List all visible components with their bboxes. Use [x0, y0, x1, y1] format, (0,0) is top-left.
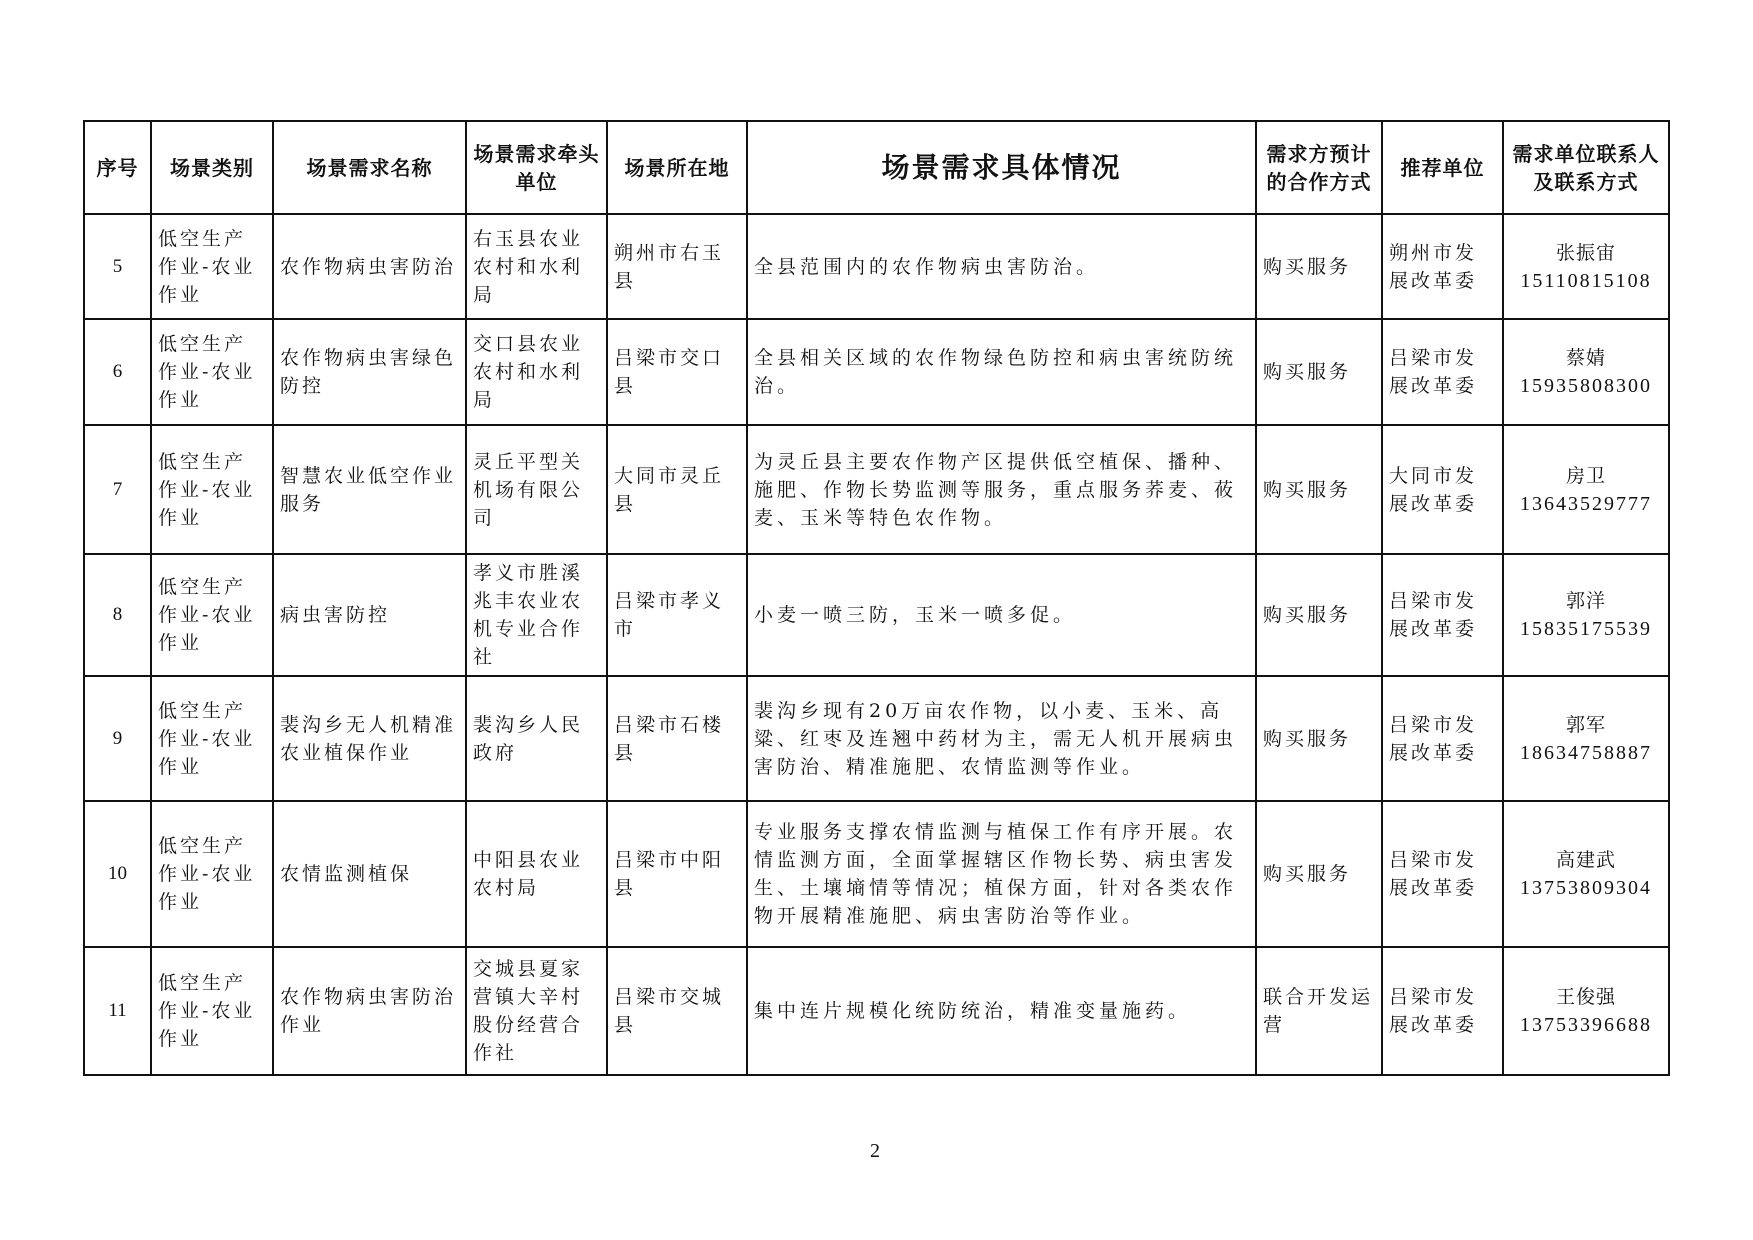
row-location: 吕梁市孝义市	[607, 554, 747, 676]
row-location: 大同市灵丘县	[607, 425, 747, 554]
row-name: 农作物病虫害防治作业	[273, 947, 466, 1075]
contact-name: 郭军	[1565, 713, 1606, 736]
row-location: 吕梁市中阳县	[607, 801, 747, 947]
row-category: 低空生产作业-农业作业	[151, 554, 273, 676]
row-cooperation: 购买服务	[1256, 801, 1382, 947]
row-detail: 全县范围内的农作物病虫害防治。	[747, 214, 1256, 319]
row-detail: 专业服务支撑农情监测与植保工作有序开展。农情监测方面，全面掌握辖区作物长势、病虫害发生、土壤墒情等情况；植保方面，针对各类农作物开展精准施肥、病虫害防治等作业。	[747, 801, 1256, 947]
row-index: 8	[84, 554, 151, 676]
contact-phone: 15935808300	[1520, 375, 1652, 397]
table-row	[84, 554, 1669, 676]
contact-name: 张振宙	[1555, 241, 1616, 264]
row-name: 病虫害防控	[273, 554, 466, 676]
row-contact	[1503, 425, 1669, 554]
row-contact	[1503, 676, 1669, 801]
header-cooperation: 需求方预计的合作方式	[1256, 121, 1382, 214]
row-location: 吕梁市交口县	[607, 319, 747, 425]
contact-phone: 15835175539	[1520, 618, 1652, 640]
page-number: 2	[870, 1140, 880, 1162]
row-name: 农作物病虫害防治	[273, 214, 466, 319]
row-lead-unit: 灵丘平型关机场有限公司	[466, 425, 607, 554]
row-recommender: 吕梁市发展改革委	[1382, 319, 1503, 425]
contact-name: 房卫	[1565, 464, 1606, 487]
row-index: 9	[84, 676, 151, 801]
header-recommender: 推荐单位	[1382, 121, 1503, 214]
row-category: 低空生产作业-农业作业	[151, 676, 273, 801]
row-location: 吕梁市交城县	[607, 947, 747, 1075]
row-cooperation: 购买服务	[1256, 425, 1382, 554]
row-recommender: 吕梁市发展改革委	[1382, 801, 1503, 947]
contact-phone: 13753809304	[1520, 877, 1652, 899]
row-name: 智慧农业低空作业服务	[273, 425, 466, 554]
row-index: 10	[84, 801, 151, 947]
row-name: 农作物病虫害绿色防控	[273, 319, 466, 425]
row-recommender: 吕梁市发展改革委	[1382, 947, 1503, 1075]
row-cooperation: 联合开发运营	[1256, 947, 1382, 1075]
row-detail: 小麦一喷三防，玉米一喷多促。	[747, 554, 1256, 676]
row-recommender: 吕梁市发展改革委	[1382, 554, 1503, 676]
header-lead-unit: 场景需求牵头单位	[466, 121, 607, 214]
row-cooperation: 购买服务	[1256, 554, 1382, 676]
table-row	[84, 214, 1669, 319]
row-contact	[1503, 319, 1669, 425]
row-index: 5	[84, 214, 151, 319]
row-category: 低空生产作业-农业作业	[151, 947, 273, 1075]
header-detail: 场景需求具体情况	[747, 121, 1256, 214]
contact-phone: 15110815108	[1520, 269, 1652, 292]
header-row	[84, 121, 1669, 214]
header-name: 场景需求名称	[273, 121, 466, 214]
header-category: 场景类别	[151, 121, 273, 214]
table-row	[84, 425, 1669, 554]
row-category: 低空生产作业-农业作业	[151, 425, 273, 554]
contact-name: 高建武	[1555, 849, 1616, 871]
row-location: 吕梁市石楼县	[607, 676, 747, 801]
row-lead-unit: 交城县夏家营镇大辛村股份经营合作社	[466, 947, 607, 1075]
contact-name: 蔡婧	[1565, 347, 1606, 369]
row-detail: 集中连片规模化统防统治，精准变量施药。	[747, 947, 1256, 1075]
header-index: 序号	[84, 121, 151, 214]
table-row	[84, 947, 1669, 1075]
row-detail: 裴沟乡现有20万亩农作物，以小麦、玉米、高粱、红枣及连翘中药材为主，需无人机开展病虫害防治、精准施肥、农情监测等作业。	[747, 676, 1256, 801]
contact-name: 王俊强	[1555, 986, 1616, 1008]
row-lead-unit: 孝义市胜溪兆丰农业农机专业合作社	[466, 554, 607, 676]
row-index: 11	[84, 947, 151, 1075]
contact-phone: 13643529777	[1520, 492, 1652, 515]
contact-phone: 13753396688	[1520, 1014, 1652, 1036]
row-index: 6	[84, 319, 151, 425]
row-contact	[1503, 947, 1669, 1075]
row-lead-unit: 中阳县农业农村局	[466, 801, 607, 947]
row-recommender: 朔州市发展改革委	[1382, 214, 1503, 319]
header-location: 场景所在地	[607, 121, 747, 214]
row-category: 低空生产作业-农业作业	[151, 801, 273, 947]
row-lead-unit: 交口县农业农村和水利局	[466, 319, 607, 425]
row-lead-unit: 右玉县农业农村和水利局	[466, 214, 607, 319]
row-lead-unit: 裴沟乡人民政府	[466, 676, 607, 801]
row-cooperation: 购买服务	[1256, 676, 1382, 801]
row-name: 裴沟乡无人机精准农业植保作业	[273, 676, 466, 801]
scenario-demand-table	[83, 120, 1670, 1076]
row-index: 7	[84, 425, 151, 554]
row-category: 低空生产作业-农业作业	[151, 214, 273, 319]
row-category: 低空生产作业-农业作业	[151, 319, 273, 425]
row-contact	[1503, 554, 1669, 676]
row-cooperation: 购买服务	[1256, 214, 1382, 319]
row-name: 农情监测植保	[273, 801, 466, 947]
row-contact	[1503, 801, 1669, 947]
header-contact: 需求单位联系人及联系方式	[1503, 121, 1669, 214]
table-row	[84, 676, 1669, 801]
table-row	[84, 319, 1669, 425]
contact-phone: 18634758887	[1520, 741, 1652, 764]
row-recommender: 吕梁市发展改革委	[1382, 676, 1503, 801]
row-cooperation: 购买服务	[1256, 319, 1382, 425]
row-recommender: 大同市发展改革委	[1382, 425, 1503, 554]
contact-name: 郭洋	[1565, 590, 1606, 612]
table-row	[84, 801, 1669, 947]
row-contact	[1503, 214, 1669, 319]
row-detail: 全县相关区域的农作物绿色防控和病虫害统防统治。	[747, 319, 1256, 425]
row-detail: 为灵丘县主要农作物产区提供低空植保、播种、施肥、作物长势监测等服务，重点服务荞麦、莜麦、玉米等特色农作物。	[747, 425, 1256, 554]
row-location: 朔州市右玉县	[607, 214, 747, 319]
